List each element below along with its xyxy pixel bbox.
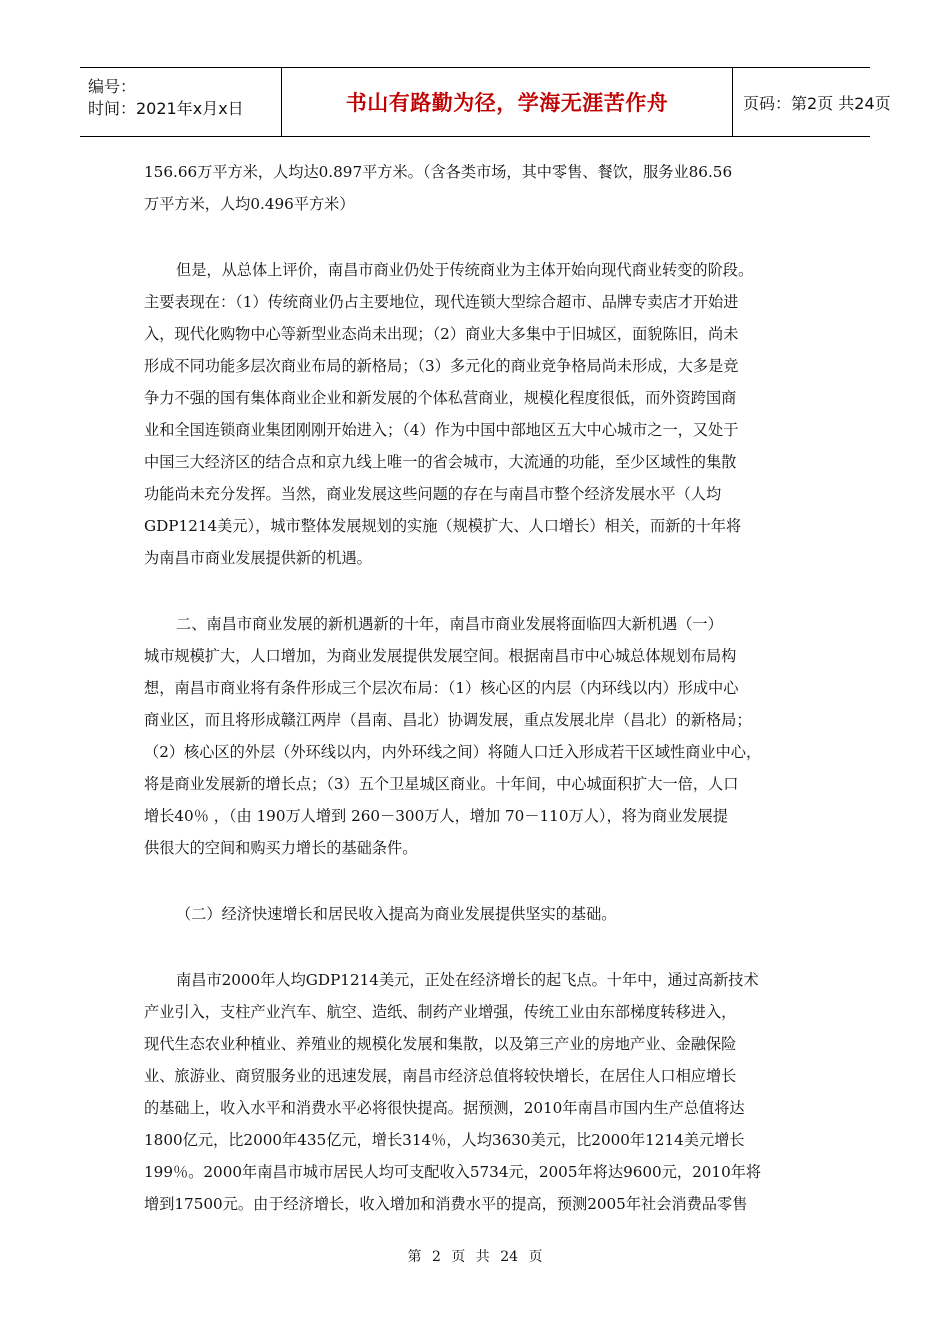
text-line: 城市规模扩大，人口增加，为商业发展提供发展空间。根据南昌市中心城总体规划布局构 — [144, 647, 737, 665]
text-line: 想，南昌市商业将有条件形成三个层次布局：（1）核心区的内层（内环线以内）形成中心 — [144, 679, 739, 697]
text-line: 增长40％ ，（由 190万人增到 260－300万人，增加 70－110万人），将为商业发展提 — [144, 807, 728, 825]
number-label: 编号： — [88, 77, 137, 96]
text-line: 形成不同功能多层次商业布局的新格局；（3）多元化的商业竞争格局尚未形成，大多是竞 — [144, 357, 739, 375]
text-line: 现代生态农业种植业、养殖业的规模化发展和集散，以及第三产业的房地产业、金融保险 — [144, 1035, 737, 1053]
text-line: 但是，从总体上评价，南昌市商业仍处于传统商业为主体开始向现代商业转变的阶段。 — [176, 261, 754, 279]
text-line: 二、南昌市商业发展的新机遇新的十年，南昌市商业发展将面临四大新机遇（一） — [176, 615, 723, 633]
header-page-cell — [733, 68, 891, 136]
text-line: 万平方米，人均0.496平方米） — [144, 195, 355, 213]
text-line: GDP1214美元），城市整体发展规划的实施（规模扩大、人口增长）相关，而新的十年将 — [144, 517, 742, 535]
text-line: 供很大的空间和购买力增长的基础条件。 — [144, 839, 418, 857]
text-line: 199％。2000年南昌市城市居民人均可支配收入5734元，2005年将达9600元，2010年将 — [144, 1163, 762, 1181]
page-footer: 第 2 页 共 24 页 — [407, 1249, 543, 1265]
text-line: 产业引入，支柱产业汽车、航空、造纸、制药产业增强，传统工业由东部梯度转移进入， — [144, 1003, 737, 1021]
motto-text: 书山有路勤为径，学海无涯苦作舟 — [345, 91, 669, 115]
text-line: 为南昌市商业发展提供新的机遇。 — [144, 549, 372, 567]
text-line: 商业区，而且将形成赣江两岸（昌南、昌北）协调发展，重点发展北岸（昌北）的新格局； — [144, 711, 752, 729]
page-label: 页码：第2页 共24页 — [743, 93, 891, 113]
text-line: 业、旅游业、商贸服务业的迅速发展，南昌市经济总值将较快增长，在居住人口相应增长 — [144, 1067, 737, 1085]
text-line: 业和全国连锁商业集团刚刚开始进入；（4）作为中国中部地区五大中心城市之一，又处于 — [144, 421, 739, 439]
header-motto-cell — [281, 68, 733, 136]
text-line: 主要表现在：（1）传统商业仍占主要地位，现代连锁大型综合超市、品牌专卖店才开始进 — [144, 293, 739, 311]
text-line: （2）核心区的外层（外环线以内，内外环线之间）将随人口迁入形成若干区域性商业中心， — [144, 743, 762, 761]
text-line: 中国三大经济区的结合点和京九线上唯一的省会城市，大流通的功能，至少区域性的集散 — [144, 453, 737, 471]
text-line: 的基础上，收入水平和消费水平必将很快提高。据预测，2010年南昌市国内生产总值将达 — [144, 1099, 745, 1117]
text-line: 南昌市2000年人均GDP1214美元，正处在经济增长的起飞点。十年中，通过高新技术 — [176, 971, 759, 989]
text-line: 入，现代化购物中心等新型业态尚未出现；（2）商业大多集中于旧城区，面貌陈旧，尚未 — [144, 325, 739, 343]
date-label: 时间：2021年x月x日 — [88, 99, 244, 118]
document-header — [80, 67, 891, 137]
text-line: 将是商业发展新的增长点；（3）五个卫星城区商业。十年间，中心城面积扩大一倍，人口 — [144, 775, 739, 793]
header-meta — [80, 68, 281, 136]
text-line: 1800亿元，比2000年435亿元，增长314％，人均3630美元，比2000年1214美元增长 — [144, 1131, 745, 1149]
text-line: 争力不强的国有集体商业企业和新发展的个体私营商业，规模化程度很低，而外资跨国商 — [144, 389, 737, 407]
text-line: 增到17500元。由于经济增长，收入增加和消费水平的提高，预测2005年社会消费品零售 — [144, 1195, 748, 1213]
text-line: 功能尚未充分发挥。当然，商业发展这些问题的存在与南昌市整个经济发展水平（人均 — [144, 485, 722, 503]
text-line: （二）经济快速增长和居民收入提高为商业发展提供坚实的基础。 — [176, 905, 617, 923]
text-line: 156.66万平方米，人均达0.897平方米。（含各类市场，其中零售、餐饮，服务业86.56 — [144, 163, 733, 181]
